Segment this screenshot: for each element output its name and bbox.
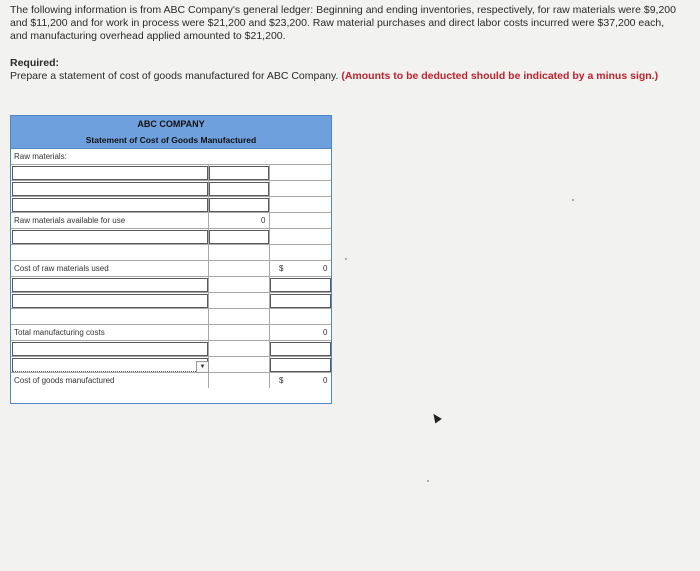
company-name: ABC COMPANY bbox=[137, 119, 205, 129]
account-input-1[interactable] bbox=[12, 166, 208, 180]
row-input-7 bbox=[11, 341, 331, 357]
speck bbox=[427, 480, 429, 482]
raw-available-label: Raw materials available for use bbox=[14, 216, 126, 225]
statement-title: Statement of Cost of Goods Manufactured bbox=[85, 135, 257, 145]
row-cost-raw-used bbox=[11, 261, 331, 277]
total-manufacturing-value: 0 bbox=[323, 328, 328, 337]
row-total-manufacturing bbox=[11, 325, 331, 341]
row-raw-materials-heading bbox=[11, 149, 331, 165]
total-manufacturing-label: Total manufacturing costs bbox=[14, 328, 105, 337]
total-input-7[interactable] bbox=[270, 342, 331, 356]
row-input-8 bbox=[11, 357, 331, 373]
speck bbox=[345, 258, 347, 260]
chevron-down-icon[interactable]: ▼ bbox=[196, 361, 209, 373]
cost-raw-used-currency: $ bbox=[279, 264, 284, 273]
problem-text: The following information is from ABC Company's general ledger: Beginning and ending inventories, respectively, for raw materials were $9,200 and $11,200 and for work in process were $21,200 and $23,200. Raw material purchases and direct labor costs incurred were $37,200 each, and manufacturing overhead applied amounted to $21,200. bbox=[10, 4, 676, 42]
cogm-currency: $ bbox=[279, 376, 284, 385]
statement-header bbox=[11, 116, 331, 149]
row-cogm bbox=[11, 373, 331, 388]
required-instructions bbox=[10, 70, 680, 83]
account-input-7[interactable] bbox=[12, 342, 208, 356]
cogm-value: 0 bbox=[323, 376, 328, 385]
total-input-8[interactable] bbox=[270, 358, 331, 372]
required-text: Prepare a statement of cost of goods manufactured for ABC Company. bbox=[10, 70, 339, 82]
statement-worksheet bbox=[10, 115, 332, 404]
required-note: (Amounts to be deducted should be indicated by a minus sign.) bbox=[341, 70, 659, 82]
speck bbox=[572, 199, 574, 201]
row-input-3 bbox=[11, 197, 331, 213]
total-input-6[interactable] bbox=[270, 294, 331, 308]
account-input-4[interactable] bbox=[12, 230, 208, 244]
row-input-5 bbox=[11, 277, 331, 293]
mouse-pointer-icon bbox=[430, 412, 442, 424]
raw-available-value: 0 bbox=[261, 216, 266, 225]
amount-input-2[interactable] bbox=[209, 182, 269, 196]
account-input-3[interactable] bbox=[12, 198, 208, 212]
amount-input-3[interactable] bbox=[209, 198, 269, 212]
amount-input-1[interactable] bbox=[209, 166, 269, 180]
row-input-2 bbox=[11, 181, 331, 197]
account-input-5[interactable] bbox=[12, 278, 208, 292]
amount-input-4[interactable] bbox=[209, 230, 269, 244]
account-select-8[interactable] bbox=[12, 358, 208, 372]
total-input-5[interactable] bbox=[270, 278, 331, 292]
row-blank-2 bbox=[11, 309, 331, 325]
cost-raw-used-value: 0 bbox=[323, 264, 328, 273]
row-input-6 bbox=[11, 293, 331, 309]
required-heading: Required: bbox=[10, 57, 60, 69]
row-blank-1 bbox=[11, 245, 331, 261]
cogm-label: Cost of goods manufactured bbox=[14, 376, 115, 385]
row-raw-available bbox=[11, 213, 331, 229]
row-input-1 bbox=[11, 165, 331, 181]
raw-materials-label: Raw materials: bbox=[14, 152, 67, 161]
cost-raw-used-label: Cost of raw materials used bbox=[14, 264, 109, 273]
account-input-2[interactable] bbox=[12, 182, 208, 196]
account-input-6[interactable] bbox=[12, 294, 208, 308]
row-input-4 bbox=[11, 229, 331, 245]
